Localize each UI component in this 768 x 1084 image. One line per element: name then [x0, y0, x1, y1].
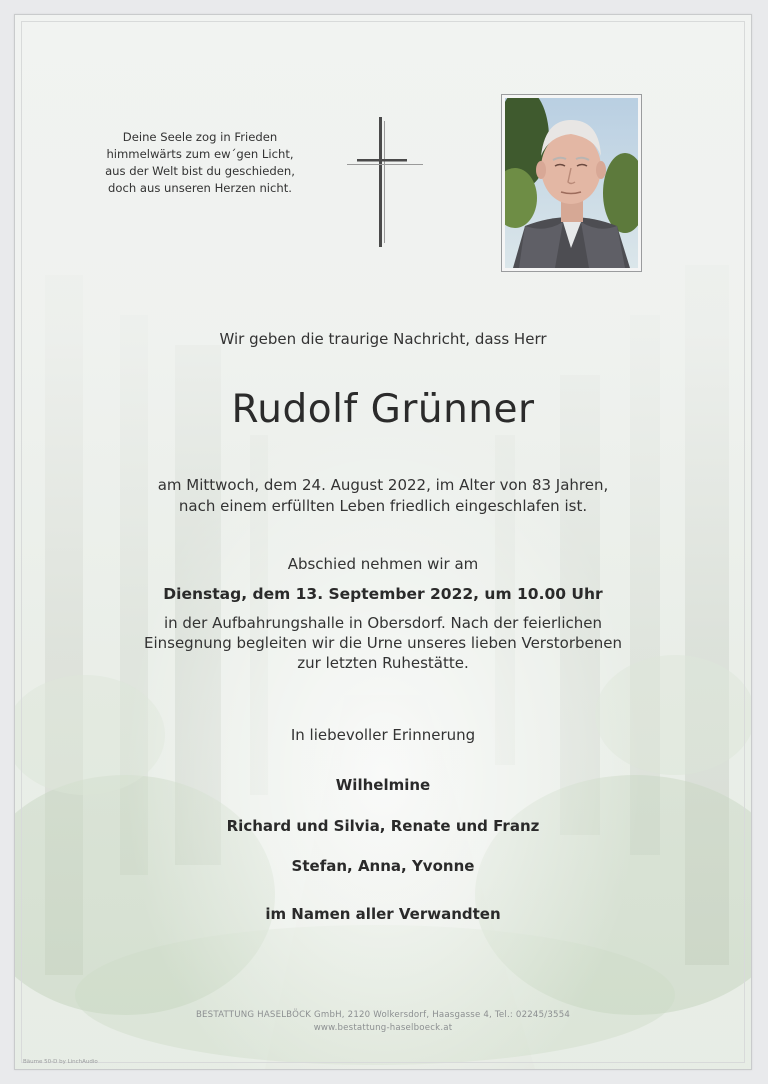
ceremony-line: zur letzten Ruhestätte.: [297, 654, 469, 672]
template-code: Bäume 50-D by LinchAudio: [23, 1059, 98, 1065]
mourner-name: Richard und Silvia, Renate und Franz: [226, 817, 540, 835]
funeral-home-website: www.bestattung-haselboeck.at: [313, 1023, 453, 1033]
cross-icon: [345, 117, 425, 247]
memory-line: In liebevoller Erinnerung: [290, 726, 476, 744]
poem-line: himmelwärts zum ew´gen Licht,: [106, 147, 294, 161]
poem-line: doch aus unseren Herzen nicht.: [108, 181, 292, 195]
mourner-name: im Namen aller Verwandten: [265, 905, 501, 923]
funeral-home-address: BESTATTUNG HASELBÖCK GmbH, 2120 Wolkersdorf, Haasgasse 4, Tel.: 02245/3554: [195, 1010, 571, 1020]
ceremony-line: in der Aufbahrungshalle in Obersdorf. Nach der feierlichen: [163, 614, 603, 632]
announcement-intro: Wir geben die traurige Nachricht, dass Herr: [219, 330, 547, 348]
mourner-name: Wilhelmine: [335, 776, 431, 794]
poem: [85, 129, 315, 197]
funeral-home-footer: [15, 1009, 751, 1035]
poem-line: aus der Welt bist du geschieden,: [105, 164, 295, 178]
portrait-photo: [501, 94, 642, 272]
deceased-name: Rudolf Grünner: [231, 387, 535, 432]
farewell-intro: Abschied nehmen wir am: [287, 555, 479, 573]
ceremony-line: Einsegnung begleiten wir die Urne unseres lieben Verstorbenen: [143, 634, 622, 652]
death-line: nach einem erfüllten Leben friedlich eingeschlafen ist.: [178, 497, 588, 515]
poem-line: Deine Seele zog in Frieden: [122, 130, 278, 144]
mourner-name: Stefan, Anna, Yvonne: [291, 857, 475, 875]
ceremony-details: [15, 613, 751, 673]
obituary-card: [14, 14, 752, 1070]
death-statement: [15, 475, 751, 517]
ceremony-date: Dienstag, dem 13. September 2022, um 10.00 Uhr: [163, 585, 603, 603]
death-line: am Mittwoch, dem 24. August 2022, im Alter von 83 Jahren,: [157, 476, 609, 494]
